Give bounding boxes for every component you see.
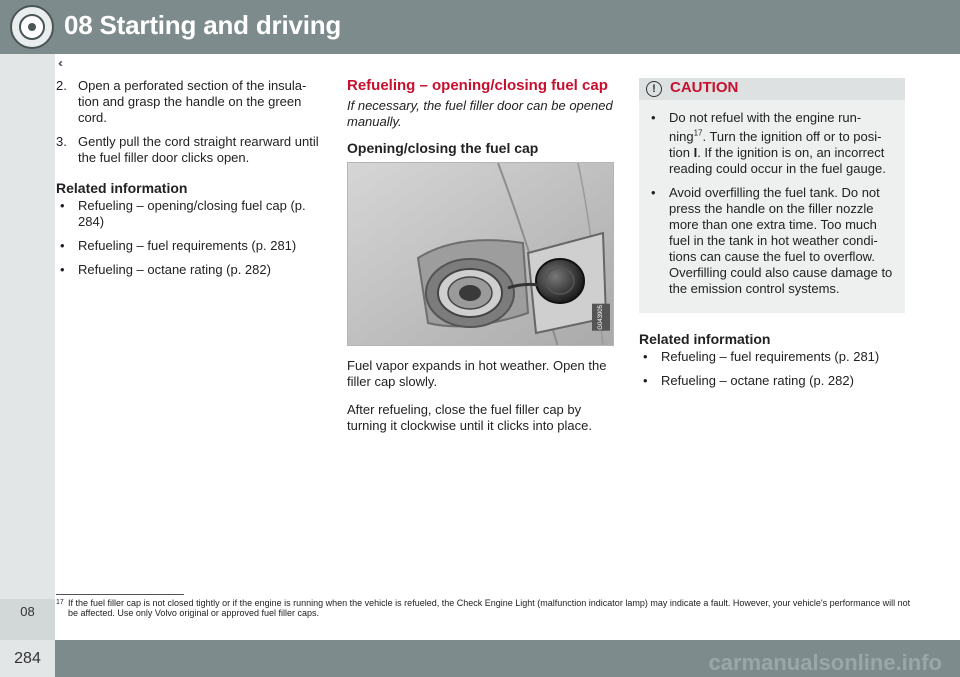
bullet-icon: • [643,349,648,365]
caution-text: Avoid overfilling the fuel tank. Do not press the handle on the filler nozzle more than one extra time. Too much fuel in the tank in hot weather condi-tions can cause the fuel to overflow. Overfilling could also cause damage to the emission control systems. [669,185,893,297]
step-number: 2. [56,78,67,93]
related-link[interactable] [56,238,324,254]
section-intro: If necessary, the fuel filler door can be opened manually. [347,98,613,129]
related-link[interactable] [56,198,324,230]
column-left [56,78,324,286]
fuel-cap-illustration [347,162,614,346]
back-arrows-icon[interactable]: ‹‹ [58,56,60,70]
page-number: 284 [0,640,55,677]
paragraph: Fuel vapor expands in hot weather. Open the filler cap slowly. [347,358,607,389]
related-link[interactable] [639,373,905,389]
caution-item [647,110,897,177]
caution-item [647,185,897,297]
bullet-icon: • [651,110,656,125]
bullet-icon: • [651,185,656,201]
step-text: Gently pull the cord straight rearward until the fuel filler door clicks open. [78,134,319,165]
sidebar-chapter-tab[interactable]: 08 [0,599,55,641]
related-heading: Related information [56,180,188,196]
watermark: carmanualsonline.info [708,650,942,675]
header-bar [0,0,960,54]
caution-body [639,100,905,297]
chapter-title: 08 Starting and driving [64,10,342,40]
warning-icon: ! [646,81,662,97]
caution-text: Do not refuel with the engine run-ning$^{17}$. Turn the ignition off or to posi-tion I. If the ignition is on, an incorrect reading could occur in the fuel gauge. [669,110,886,177]
bullet-icon: • [60,262,65,277]
bullet-icon: • [643,373,648,389]
column-middle [347,78,615,434]
related-link-text: Refueling – fuel requirements (p. 281) [661,349,880,365]
step-item [56,134,324,166]
related-link[interactable] [639,349,905,365]
steering-wheel-icon [10,5,54,49]
related-link-text: Refueling – fuel requirements (p. 281) [78,238,297,253]
footnote-ref[interactable]: 17 [693,129,703,138]
related-link-text: Refueling – octane rating (p. 282) [661,373,854,389]
footnote-text: If the fuel filler cap is not closed tightly or if the engine is running when the vehicle is refueled, the Check Engine Light (malfunction indicator lamp) may indicate a fault. However, your vehicle's performance will not be affected. Use only Volvo original or approved fuel filler caps. [68,598,911,618]
step-number: 3. [56,134,67,149]
caution-box [639,78,905,313]
image-code: G043905 [592,304,610,331]
step-item [56,78,324,126]
paragraph: After refueling, close the fuel filler cap by turning it clockwise until it clicks into place. [347,402,592,433]
column-right [639,78,905,397]
bullet-icon: • [60,198,65,213]
footnote-divider [56,594,184,595]
related-heading: Related information [639,331,771,348]
footnote-number: 17 [56,599,64,606]
related-link[interactable] [56,262,324,278]
related-link-text: Refueling – opening/closing fuel cap (p. 284) [78,198,306,229]
step-text: Open a perforated section of the insula-tion and grasp the handle on the green cord. [78,78,307,125]
caution-header [639,78,905,100]
sidebar [0,54,55,640]
bullet-icon: • [60,238,65,253]
caution-label: CAUTION [670,79,739,96]
subsection-heading: Opening/closing the fuel cap [347,140,539,156]
related-link-text: Refueling – octane rating (p. 282) [78,262,271,277]
footnote [56,598,916,618]
section-title: Refueling – opening/closing fuel cap [347,77,608,94]
